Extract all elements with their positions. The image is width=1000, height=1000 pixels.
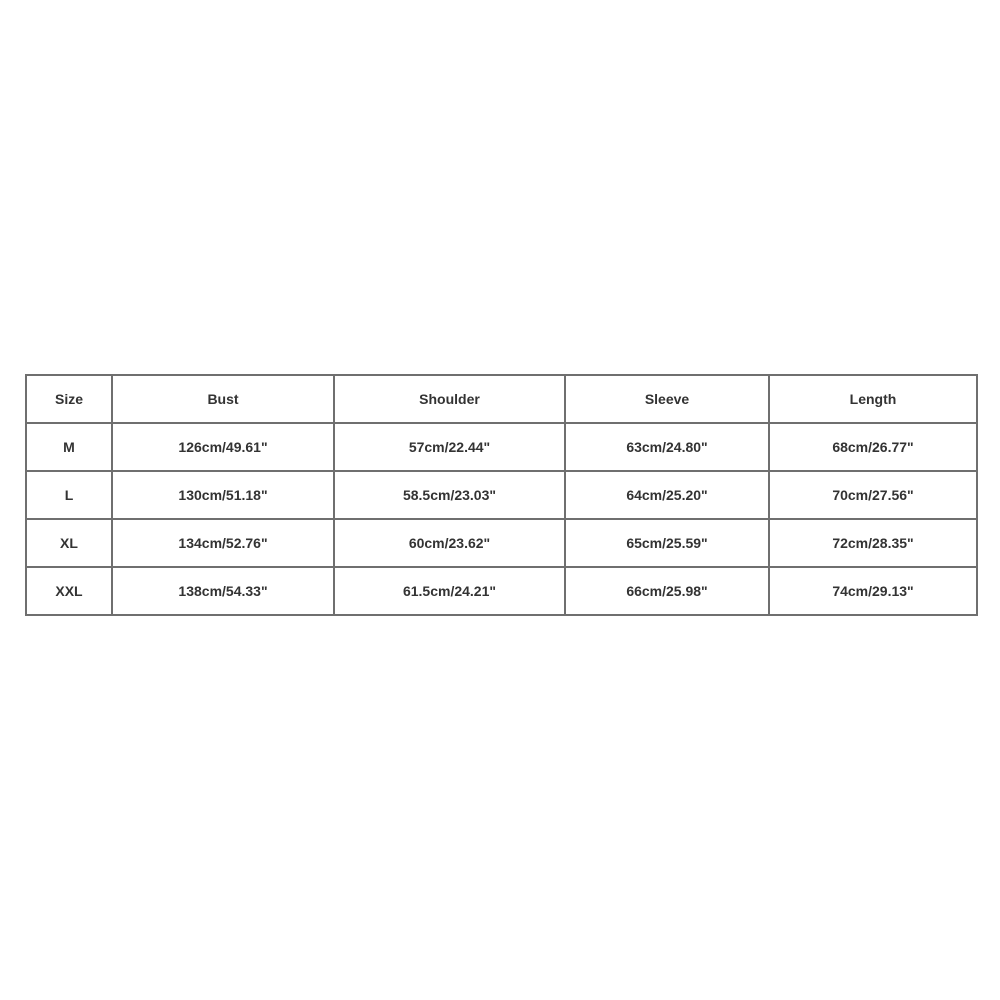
header-length: Length xyxy=(769,375,977,423)
cell-shoulder: 57cm/22.44" xyxy=(334,423,565,471)
header-sleeve: Sleeve xyxy=(565,375,769,423)
cell-length: 72cm/28.35" xyxy=(769,519,977,567)
cell-sleeve: 64cm/25.20" xyxy=(565,471,769,519)
cell-bust: 134cm/52.76" xyxy=(112,519,334,567)
table-row xyxy=(26,567,977,615)
cell-shoulder: 61.5cm/24.21" xyxy=(334,567,565,615)
cell-sleeve: 66cm/25.98" xyxy=(565,567,769,615)
cell-bust: 126cm/49.61" xyxy=(112,423,334,471)
cell-size: M xyxy=(26,423,112,471)
cell-bust: 130cm/51.18" xyxy=(112,471,334,519)
header-bust: Bust xyxy=(112,375,334,423)
cell-sleeve: 63cm/24.80" xyxy=(565,423,769,471)
table-row xyxy=(26,519,977,567)
table-header-row xyxy=(26,375,977,423)
cell-size: XXL xyxy=(26,567,112,615)
cell-shoulder: 58.5cm/23.03" xyxy=(334,471,565,519)
table-row xyxy=(26,423,977,471)
cell-size: XL xyxy=(26,519,112,567)
cell-length: 70cm/27.56" xyxy=(769,471,977,519)
header-size: Size xyxy=(26,375,112,423)
size-chart-table xyxy=(25,374,978,616)
cell-length: 68cm/26.77" xyxy=(769,423,977,471)
cell-sleeve: 65cm/25.59" xyxy=(565,519,769,567)
cell-bust: 138cm/54.33" xyxy=(112,567,334,615)
header-shoulder: Shoulder xyxy=(334,375,565,423)
cell-length: 74cm/29.13" xyxy=(769,567,977,615)
cell-size: L xyxy=(26,471,112,519)
table-row xyxy=(26,471,977,519)
cell-shoulder: 60cm/23.62" xyxy=(334,519,565,567)
